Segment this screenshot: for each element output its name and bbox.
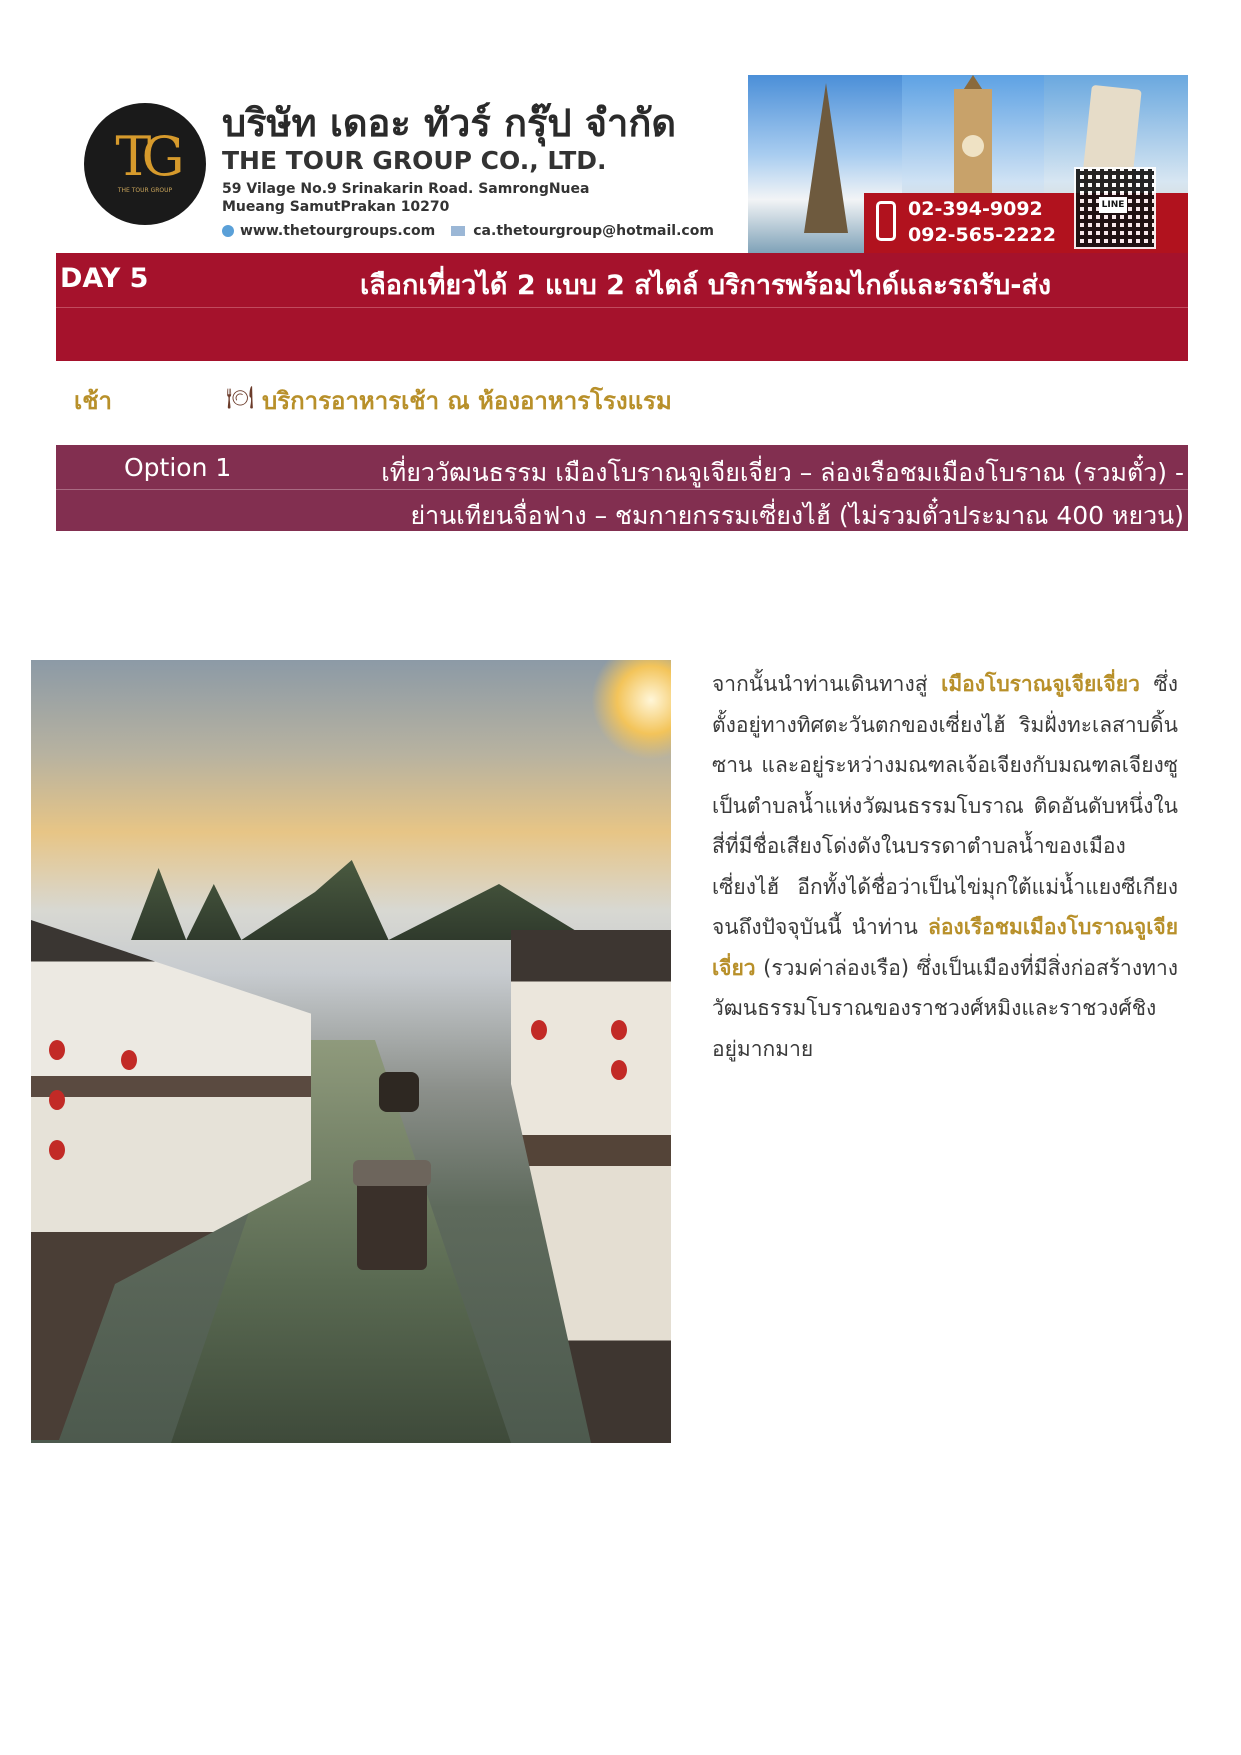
text-middle: ซึ่งตั้งอยู่ทางทิศตะวันตกของเซี่ยงไฮ้ ริมฝั่งทะเลสาบดิ้นซาน และอยู่ระหว่างมณฑลเจ้อเจียงกับมณฑลเจียงซู เป็นตำบลน้ำแห่งวัฒนธรรมโบราณ ติดอันดับหนึ่งในสี่ที่มีชื่อเสียงโด่งดังในบรรดาตำบลน้ำของเมืองเซี่ยงไฮ้ อีกทั้งได้ชื่อว่าเป็นไข่มุกใต้แม่น้ำแยงซีเกียงจนถึงปัจจุบันนี้ นำท่าน — [712, 672, 1179, 939]
option-title-line-1: เที่ยววัฒนธรรม เมืองโบราณจูเจียเจี่ยว – ล่องเรือชมเมืองโบราณ (รวมตั๋ว) - — [381, 458, 1184, 487]
company-name-english: THE TOUR GROUP CO., LTD. — [222, 146, 607, 175]
text-intro: จากนั้นนำท่านเดินทางสู่ — [712, 672, 942, 696]
phone-icon — [876, 201, 896, 241]
logo-letters: TG — [115, 125, 175, 188]
contact-row — [222, 223, 714, 239]
water-town-photo — [31, 660, 671, 1443]
description-paragraph — [712, 664, 1178, 1069]
meal-description: บริการอาหารเช้า ณ ห้องอาหารโรงแรม — [262, 387, 672, 415]
text-end: (รวมค่าล่องเรือ) ซึ่งเป็นเมืองที่มีสิ่งก่อสร้างทางวัฒนธรรมโบราณของราชวงศ์หมิงและราชวงศ์ชิงอยู่มากมาย — [712, 955, 1178, 1061]
address-line-2: Mueang SamutPrakan 10270 — [222, 199, 450, 215]
day-label: DAY 5 — [60, 263, 149, 294]
highlight-ancient-town: เมืองโบราณจูเจียเจี่ยว — [941, 672, 1140, 696]
dining-icon: 🍽 — [226, 386, 254, 411]
day-header-bar — [56, 253, 1188, 361]
logo-caption: THE TOUR GROUP — [117, 187, 173, 194]
website-link[interactable]: www.thetourgroups.com — [240, 223, 436, 239]
mail-icon — [451, 226, 465, 236]
option-bar — [56, 445, 1188, 531]
option-label: Option 1 — [124, 453, 232, 482]
phone-number-2[interactable]: 092-565-2222 — [908, 224, 1056, 246]
phone-number-1[interactable]: 02-394-9092 — [908, 198, 1043, 220]
globe-icon — [222, 225, 234, 237]
address-line-1: 59 Vilage No.9 Srinakarin Road. SamrongNuea — [222, 181, 590, 197]
day-title: เลือกเที่ยวได้ 2 แบบ 2 สไตล์ บริการพร้อมไกด์และรถรับ-ส่ง — [360, 270, 1052, 301]
meal-time: เช้า — [74, 387, 112, 415]
qr-label: LINE — [1099, 197, 1127, 213]
email-link[interactable]: ca.thetourgroup@hotmail.com — [473, 223, 714, 239]
landmarks-banner — [748, 75, 1188, 253]
highlight-boat-tour: ล่องเรือชมเมืองโบราณจูเจียเจี่ยว — [712, 915, 1178, 980]
company-logo — [84, 103, 206, 225]
option-title-line-2: ย่านเทียนจื่อฟาง – ชมกายกรรมเซี่ยงไฮ้ (ไม่รวมตั๋วประมาณ 400 หยวน) — [410, 501, 1184, 530]
company-name-thai: บริษัท เดอะ ทัวร์ กรุ๊ป จำกัด — [222, 101, 677, 145]
divider — [56, 307, 1188, 308]
